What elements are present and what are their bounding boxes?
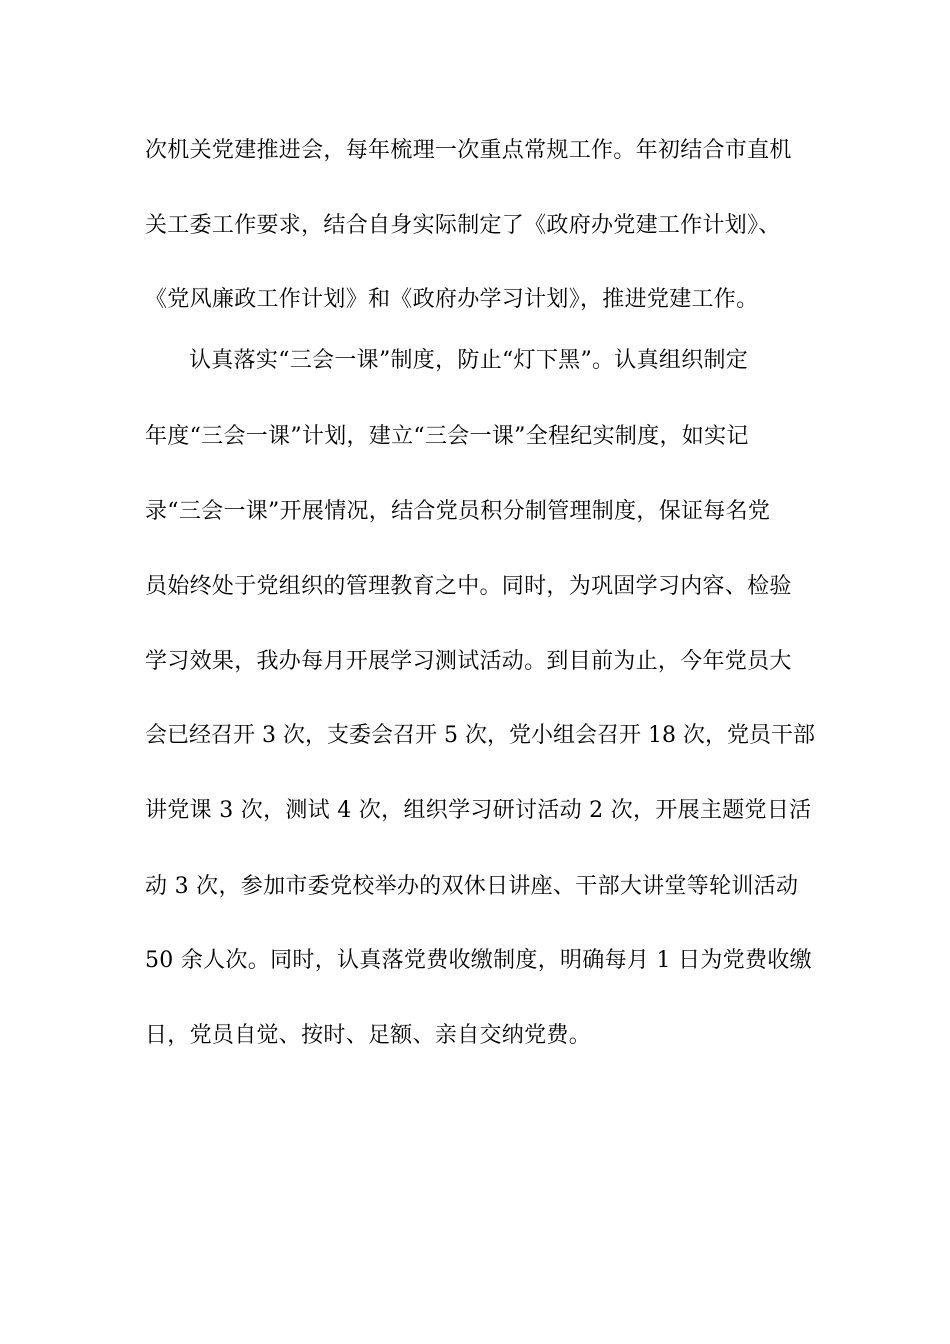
text-line-2: 关工委工作要求，结合自身实际制定了《政府办党建工作计划》、 bbox=[145, 213, 781, 238]
text-line-11: 动 3 次，参加市委党校举办的双休日讲座、干部大讲堂等轮训活动 bbox=[145, 874, 799, 899]
text-line-12: 50 余人次。同时，认真落党费收缴制度，明确每月 1 日为党费收缴 bbox=[145, 948, 812, 973]
text-line-3: 《党风廉政工作计划》和《政府办学习计划》，推进党建工作。 bbox=[145, 287, 759, 312]
text-line-8: 学习效果，我办每月开展学习测试活动。到目前为止，今年党员大 bbox=[145, 649, 792, 674]
text-line-9: 会已经召开 3 次，支委会召开 5 次，党小组会召开 18 次，党员干部 bbox=[145, 723, 815, 748]
text-line-7: 员始终处于党组织的管理教育之中。同时，为巩固学习内容、检验 bbox=[145, 574, 792, 599]
text-line-5: 年度“三会一课”计划，建立“三会一课”全程纪实制度，如实记 bbox=[145, 424, 749, 449]
text-line-6: 录“三会一课”开展情况，结合党员积分制管理制度，保证每名党 bbox=[145, 499, 771, 524]
text-line-1: 次机关党建推进会，每年梳理一次重点常规工作。年初结合市直机 bbox=[145, 138, 792, 163]
text-line-13: 日，党员自觉、按时、足额、亲自交纳党费。 bbox=[145, 1023, 592, 1048]
text-line-10: 讲党课 3 次，测试 4 次，组织学习研讨活动 2 次，开展主题党日活 bbox=[145, 798, 812, 823]
text-line-4: 认真落实“三会一课”制度，防止“灯下黑”。认真组织制定 bbox=[189, 348, 749, 373]
